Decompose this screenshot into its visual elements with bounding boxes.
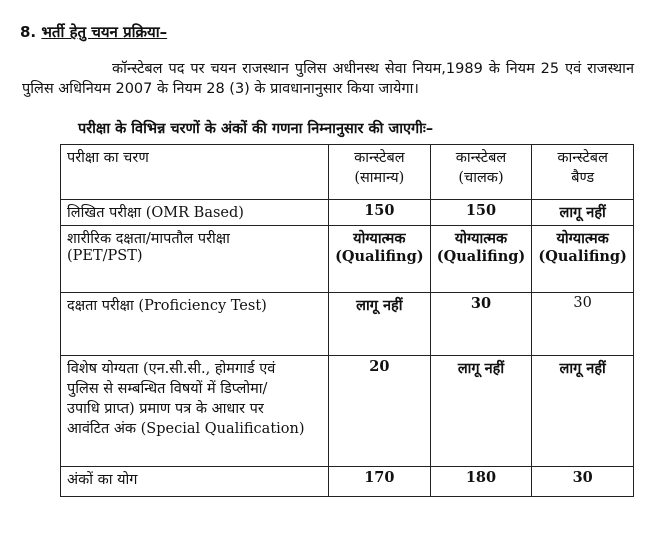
table-header-row [61, 145, 634, 200]
value-cell [532, 226, 634, 293]
cell-line: योग्यात्मक [353, 230, 406, 247]
intro-paragraph: कॉन्स्टेबल पद पर चयन राजस्थान पुलिस अधीनस्थ सेवा नियम,1989 के नियम 25 एवं राजस्थान पुलिस अधिनियम 2007 के नियम 28 (3) के प्रावधानानुसार किया जायेगा। [22, 61, 634, 97]
value-cell: 30 [532, 467, 634, 497]
value-cell: लागू नहीं [430, 356, 532, 467]
value-cell [430, 226, 532, 293]
cell-line: उपाधि प्राप्त) प्रमाण पत्र के आधार पर [67, 401, 264, 417]
header-constable-driver [430, 145, 532, 200]
value-cell: 180 [430, 467, 532, 497]
header-line: कान्स्टेबल [557, 150, 608, 166]
value-cell [329, 226, 431, 293]
table-row-total [61, 467, 634, 497]
stage-cell [61, 200, 329, 226]
header-constable-band [532, 145, 634, 200]
value-cell: लागू नहीं [329, 293, 431, 356]
header-constable-general [329, 145, 431, 200]
section-title: भर्ती हेतु चयन प्रक्रिया– [41, 23, 168, 41]
table-subheading: परीक्षा के विभिन्न चरणों के अंकों की गणना निम्नानुसार की जाएगीः– [78, 121, 434, 137]
cell-line: लिखित परीक्षा (OMR Based) [67, 205, 244, 221]
cell-line: योग्यात्मक [454, 230, 508, 247]
cell-line: (PET/PST) [67, 248, 143, 264]
value-cell: 150 [329, 200, 431, 226]
header-line: कान्स्टेबल [455, 150, 507, 166]
stage-cell: अंकों का योग [61, 467, 329, 497]
table-row [61, 356, 634, 467]
stage-cell [61, 226, 329, 293]
header-stage: परीक्षा का चरण [61, 145, 329, 200]
header-line: (चालक) [458, 170, 504, 186]
section-number: 8. [20, 23, 37, 41]
cell-line: आवंटित अंक (Special Qualification) [67, 421, 305, 437]
value-cell: लागू नहीं [532, 356, 634, 467]
cell-line: (Qualifing) [436, 248, 526, 265]
value-cell: 20 [329, 356, 431, 467]
marks-table [60, 144, 634, 497]
table-row [61, 200, 634, 226]
cell-line: (Qualifing) [335, 248, 424, 265]
value-cell: 30 [430, 293, 532, 356]
table-row [61, 293, 634, 356]
cell-line: पुलिस से सम्बन्धित विषयों में डिप्लोमा/ [67, 381, 268, 397]
header-line: कान्स्टेबल [354, 150, 405, 166]
cell-line: शारीरिक दक्षता/मापतौल परीक्षा [67, 231, 230, 247]
header-line: बैण्ड [571, 170, 595, 186]
header-line: (सामान्य) [354, 170, 405, 186]
cell-line: (Qualifing) [538, 248, 627, 265]
value-cell: लागू नहीं [532, 200, 634, 226]
value-cell: 170 [329, 467, 431, 497]
stage-cell: दक्षता परीक्षा (Proficiency Test) [61, 293, 329, 356]
cell-line: विशेष योग्यता (एन.सी.सी., होमगार्ड एवं [67, 361, 276, 377]
value-cell: 30 [532, 293, 634, 356]
value-cell: 150 [430, 200, 532, 226]
section-heading [20, 22, 167, 42]
cell-line: योग्यात्मक [556, 230, 609, 247]
stage-cell [61, 356, 329, 467]
table-row [61, 226, 634, 293]
